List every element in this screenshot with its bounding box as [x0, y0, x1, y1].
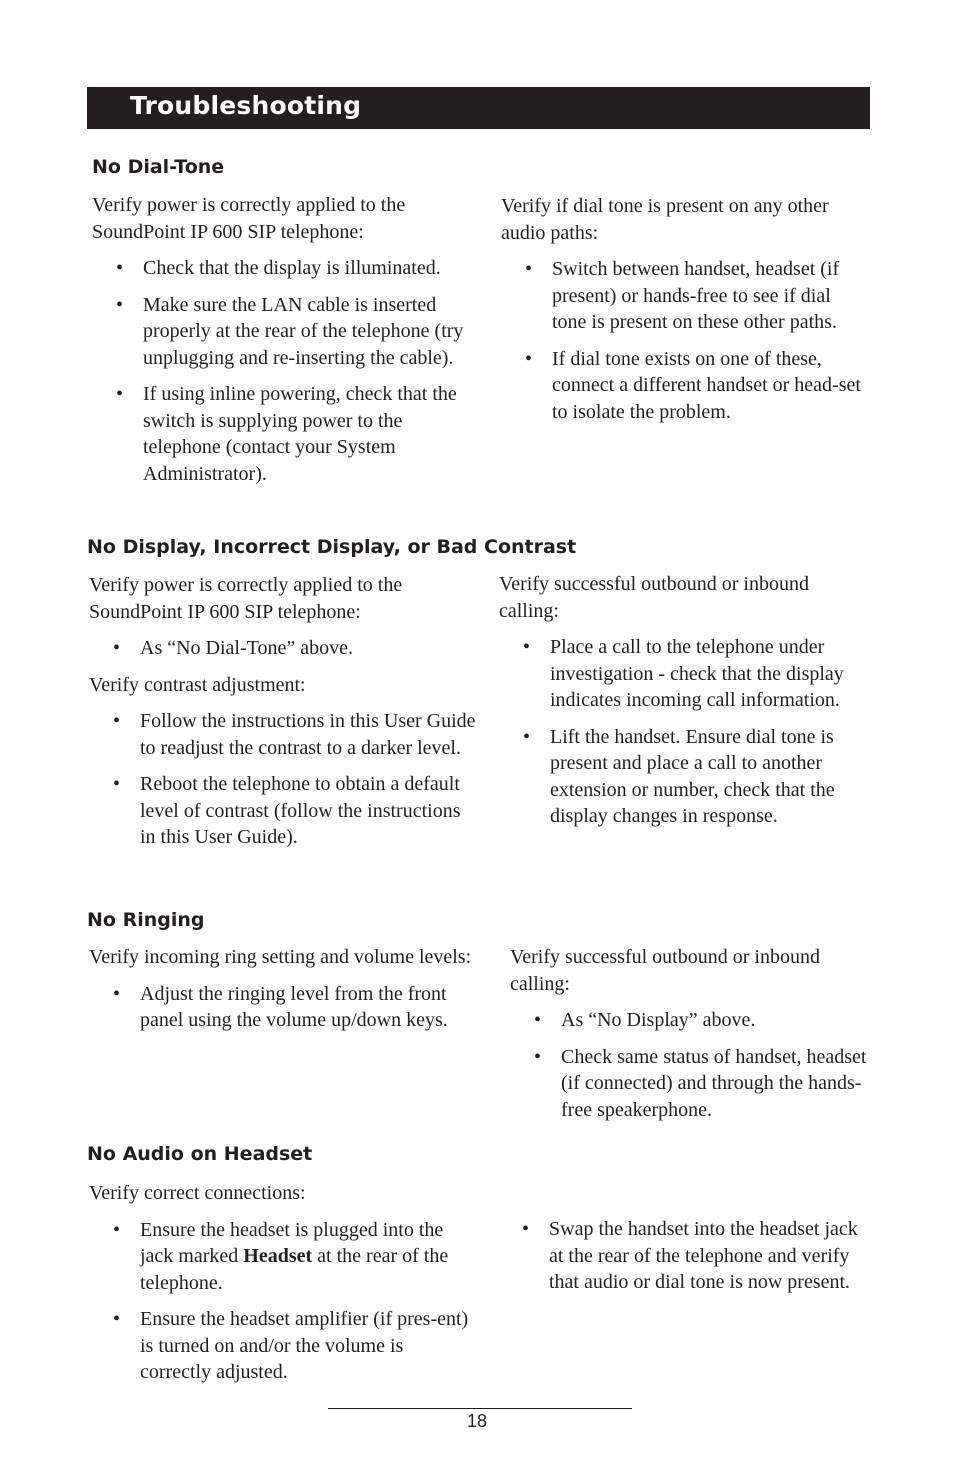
list-item [89, 1306, 479, 1386]
paragraph: Verify successful outbound or inbound calling: [510, 946, 820, 995]
paragraph: Verify contrast adjustment: [89, 673, 306, 696]
list-item [510, 1044, 870, 1124]
bullet-list [89, 1217, 479, 1386]
bullet: • [523, 725, 531, 748]
list-item [501, 256, 870, 336]
list-item-text: If using inline powering, check that the switch is supplying power to the telephone (contact your System Administrator). [143, 383, 457, 485]
list-item [510, 1007, 870, 1034]
display-left-column [89, 572, 479, 851]
bullet: • [116, 383, 124, 405]
list-item-text: Place a call to the telephone under investigation - check that the display indicates incoming call information. [550, 636, 844, 711]
list-item-text: If dial tone exists on one of these, connect a different handset or head-set to isolate the problem. [552, 347, 861, 423]
section-heading-no-display: No Display, Incorrect Display, or Bad Contrast [87, 536, 577, 558]
bullet: • [113, 710, 121, 732]
headset-left-column [89, 1180, 479, 1386]
bullet: • [525, 258, 533, 280]
display-right-column [499, 571, 870, 830]
text-run: at the rear of the telephone. [140, 1245, 449, 1294]
bullet-list [510, 1007, 870, 1123]
bullet: • [113, 982, 121, 1005]
list-item-text: Check same status of handset, headset (if connected) and through the hands-free speakerphone. [561, 1045, 867, 1121]
text-run: Ensure the headset is plugged into the jack marked [140, 1218, 444, 1267]
list-item-text: As “No Dial-Tone” above. [140, 637, 353, 659]
list-item-text: As “No Display” above. [561, 1009, 756, 1031]
list-item-text: Lift the handset. Ensure dial tone is present and place a call to another extension or number, check that the display changes in response. [550, 725, 835, 827]
list-item [92, 381, 477, 487]
list-item-text: Adjust the ringing level from the front panel using the volume up/down keys. [140, 982, 448, 1031]
list-item-text: Switch between handset, headset (if present) or hands-free to see if dial tone is present on these other paths. [552, 258, 840, 333]
section-heading-no-dial-tone: No Dial-Tone [92, 156, 225, 178]
list-item-text: Reboot the telephone to obtain a default level of contrast (follow the instructions in this User Guide). [140, 773, 461, 848]
list-item [499, 634, 870, 714]
list-item-text: Check that the display is illuminated. [143, 257, 441, 279]
footer-rule [328, 1408, 632, 1409]
title-banner [87, 87, 870, 129]
paragraph: Verify correct connections: [89, 1182, 306, 1204]
bullet: • [525, 347, 533, 370]
paragraph: Verify power is correctly applied to the SoundPoint IP 600 SIP telephone: [89, 574, 403, 623]
list-item [89, 771, 479, 851]
bullet: • [116, 257, 124, 279]
list-item-text [140, 1219, 448, 1294]
list-item-text: Ensure the headset amplifier (if pres-ent) is turned on and/or the volume is correctly adjusted. [140, 1308, 469, 1383]
bullet: • [534, 1009, 542, 1031]
ringing-right-column [510, 944, 870, 1123]
section-heading-no-audio-on-headset: No Audio on Headset [87, 1143, 313, 1165]
page-title: Troubleshooting [130, 91, 362, 120]
section-heading-no-ringing: No Ringing [87, 909, 205, 931]
page-number: 18 [466, 1411, 488, 1431]
paragraph: Verify power is correctly applied to the SoundPoint IP 600 SIP telephone: [92, 194, 406, 243]
bullet-list [89, 981, 479, 1034]
list-item [89, 1217, 479, 1297]
list-item-text: Follow the instructions in this User Guide to readjust the contrast to a darker level. [140, 710, 476, 759]
paragraph: Verify successful outbound or inbound calling: [499, 573, 809, 622]
bullet-list [89, 708, 479, 851]
headset-right-column [498, 1216, 870, 1296]
paragraph: Verify incoming ring setting and volume levels: [89, 946, 472, 968]
bullet: • [113, 773, 121, 795]
ringing-left-column [89, 944, 479, 1034]
dial-tone-right-column [501, 193, 870, 425]
list-item [89, 981, 479, 1034]
bullet: • [113, 637, 121, 659]
list-item [499, 724, 870, 830]
bullet: • [523, 636, 531, 658]
dial-tone-left-column [92, 192, 477, 487]
bold-term: Headset [243, 1245, 313, 1267]
bullet: • [534, 1045, 542, 1068]
list-item-text: Swap the handset into the headset jack at the rear of the telephone and verify that audio or dial tone is now present. [549, 1218, 858, 1293]
bullet-list [501, 256, 870, 425]
bullet-list [498, 1216, 870, 1296]
list-item [92, 255, 477, 282]
list-item [89, 708, 479, 761]
list-item [92, 292, 477, 372]
bullet-list [92, 255, 477, 487]
list-item [501, 346, 870, 426]
bullet: • [113, 1218, 121, 1241]
bullet: • [113, 1308, 121, 1330]
bullet-list [499, 634, 870, 830]
bullet: • [116, 293, 124, 316]
bullet: • [522, 1218, 530, 1240]
paragraph: Verify if dial tone is present on any other audio paths: [501, 195, 829, 244]
list-item [89, 635, 479, 662]
list-item [498, 1216, 870, 1296]
list-item-text: Make sure the LAN cable is inserted properly at the rear of the telephone (try unplugging and re-inserting the cable). [143, 293, 464, 369]
bullet-list [89, 635, 479, 662]
